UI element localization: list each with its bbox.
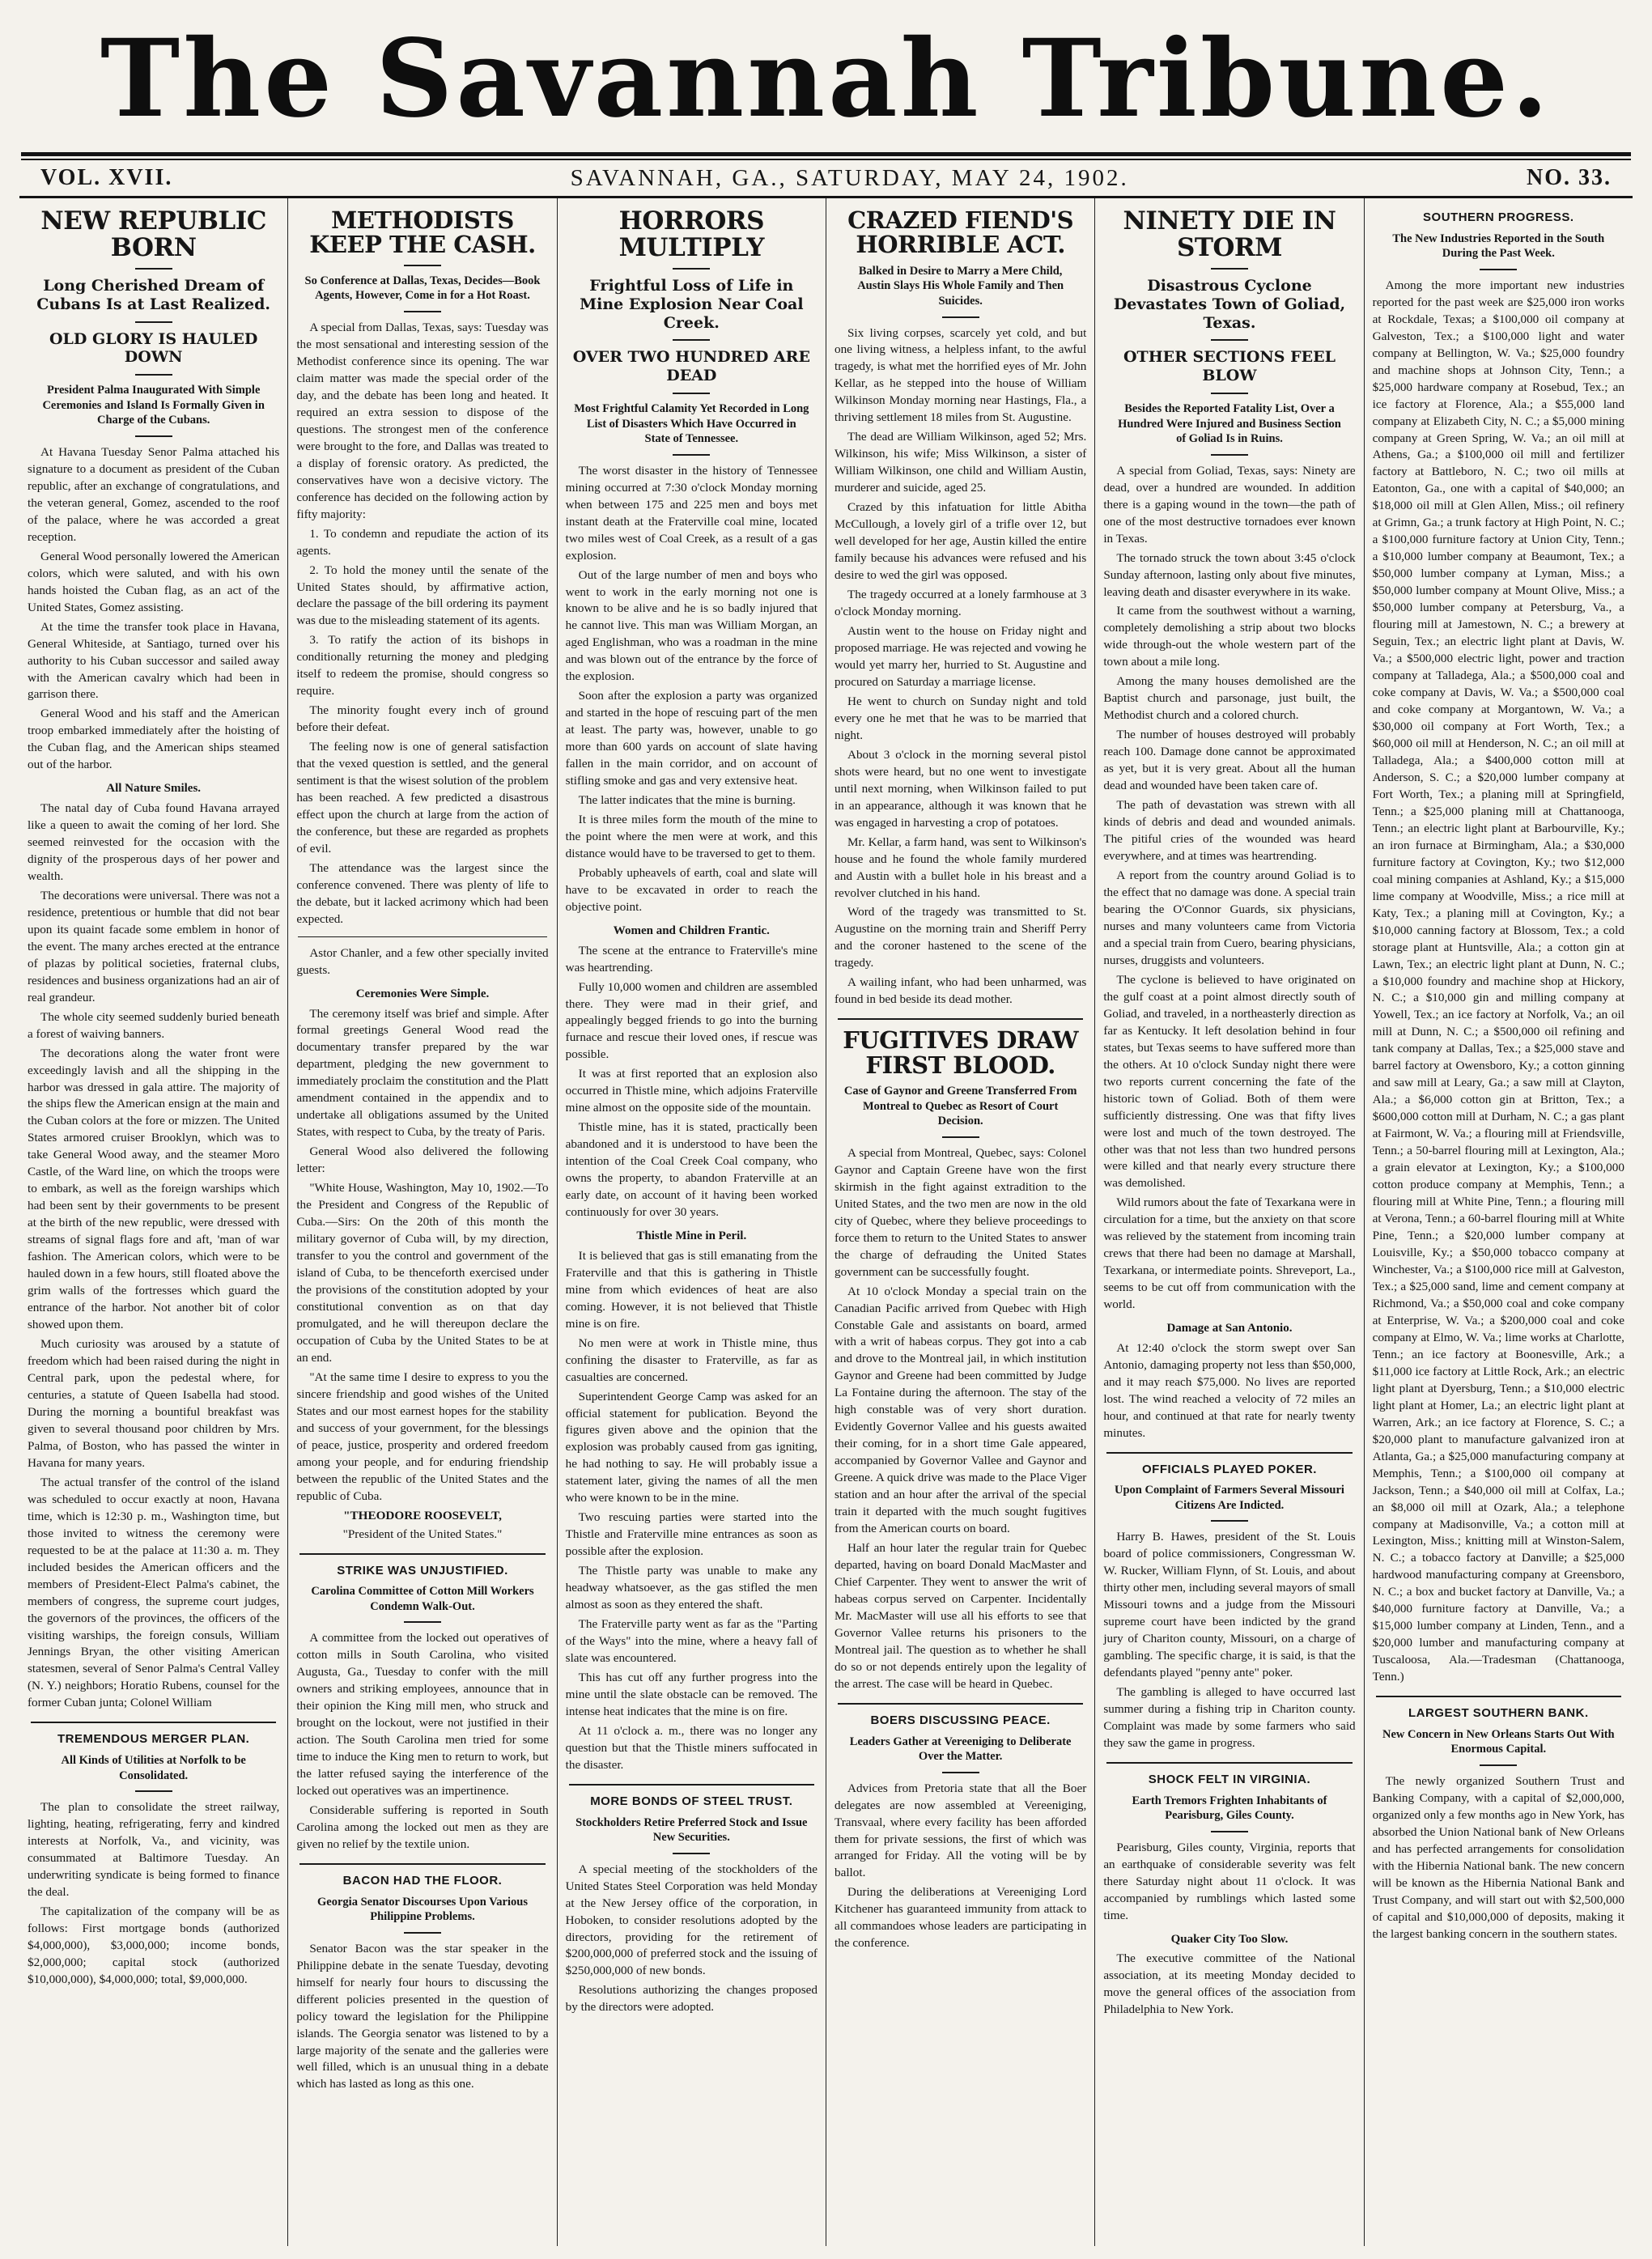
paragraph: The number of houses destroyed will probably reach 100. Damage done cannot be approximated as yet, but it is very great. About all the human dead and wounded have been taken care of. [1103,728,1356,793]
headline-fugitives: FUGITIVES DRAW FIRST BLOOD. [843,1026,1079,1079]
divider [1211,454,1248,456]
dateline [15,160,1637,196]
divider [1211,339,1248,341]
paragraph: The tornado struck the town about 3:45 o'clock Sunday afternoon, lasting only about five minutes, leaving death and disaster everywhere in its wake. [1103,550,1356,599]
headline-southern-bank: LARGEST SOUTHERN BANK. [1408,1706,1589,1721]
columns [19,196,1633,2246]
signature-title: "President of the United States." [342,1527,503,1541]
paragraph: Wild rumors about the fate of Texarkana were in circulation for a time, but the anxiety on that score was relieved by the statement from incoming train crews that there had been no damage at Marshall, Texarkana, or intermediate points. Shreveport, La., seems to be cut off from communication with the world. [1103,1195,1356,1312]
divider [298,936,546,937]
divider [1211,268,1248,270]
subdeck: Case of Gaynor and Greene Transferred From Montreal to Quebec as Resort of Court Decision. [843,1085,1077,1128]
divider [942,1772,979,1773]
article-divider [1376,1696,1621,1697]
paragraph: Harry B. Hawes, president of the St. Louis board of police commissioners, Congressman W. W. Rucker, William Flynn, of St. Louis, and about thirty other men, including several mayors of small Missouri towns and a judge from the Missouri supreme court have been indicted by the grand jury of Chariton county, Missouri, on a charge of gambling. The specific charge, it is said, is that the defendants played "penny ante" poker. [1103,1530,1356,1680]
headline-virginia: SHOCK FELT IN VIRGINIA. [1148,1773,1311,1787]
divider [404,265,441,266]
subdeck: The New Industries Reported in the South During the Past Week. [1392,231,1605,261]
paragraph: Senator Bacon was the star speaker in the Philippine debate in the senate Tuesday, devoting himself for nearly four hours to discussing the different policies presented in the question of policy toward the legislation for the Philippine islands. The Georgia senator was listened to by a large majority of the senate and the galleries were well filled, which is an unusual thing in a debate which has lasted as long as this one. [296,1941,549,2091]
paragraph: A special from Goliad, Texas, says: Ninety are dead, over a hundred are wounded. In addition there is a gaping wound in the town—the path of one of the most destructive tornadoes ever known in Texas. [1103,463,1356,546]
paragraph: He went to church on Sunday night and told every one he met that he was to be married that night. [834,694,1087,742]
place-date: SAVANNAH, GA., SATURDAY, MAY 24, 1902. [570,164,1129,191]
paragraph: Resolutions authorizing the changes proposed by the directors were adopted. [565,1983,818,2015]
paragraph: Considerable suffering is reported in South Carolina among the locked out men as they are given no relief by the textile union. [296,1803,549,1851]
paragraph: At 11 o'clock a. m., there was no longer any question but that the Thistle miners suffocated in the disaster. [565,1723,818,1772]
paragraph: A special from Montreal, Quebec, says: Colonel Gaynor and Captain Greene have won the first skirmish in the fight against extradition to the United States, and the two men are now in the old city of Quebec, where they believe proceedings to force them to return to the United States to answer the charge of defrauding the United States government can be successfully fought. [834,1145,1087,1279]
masthead-title: The Savannah Tribune. [100,16,1552,142]
paragraph: The path of devastation was strewn with all kinds of debris and dead and wounded animals. The pitiful cries of the wounded was heard everywhere, and at times was heartrending. [1103,798,1356,864]
divider [942,1136,979,1138]
paragraph: 1. To condemn and repudiate the action of its agents. [296,526,549,558]
article-divider [838,1018,1083,1020]
paragraph: The actual transfer of the control of the island was scheduled to occur exactly at noon, Havana time, which is 12:30 p. m., Washington time, but those invited to witness the ceremony were requested to be at the palace at 11:30 a. m. They included besides the American officers and the members of President-Elect Palma's cabinet, the members of congress, the supreme court judges, the governors of the provinces, the officers of the visiting warships, the foreign consuls, William Jennings Bryan, the other visiting American statesmen, several of Senor Palma's Central Valley (N. Y.) neighbors; Horatio Rubens, counsel for the former Cuban junta; Colonel William [28,1475,280,1710]
paragraph: A committee from the locked out operatives of cotton mills in South Carolina, who visited Augusta, Ga., Tuesday to confer with the mill owners and striking employees, announce that in their opinion the King mill men, who struck and brought on the lockout, were not justified in their action. The South Carolina men tried for some time to induce the King men to return to work, but the latter refused saying the interference of the locked out operatives was an impertinence. [296,1631,549,1798]
subdeck: Balked in Desire to Marry a Mere Child, Austin Slays His Whole Family and Then Suicides. [857,264,1064,308]
divider [1211,1520,1248,1522]
paragraph: Much curiosity was aroused by a statute of freedom which had been raised during the night in Central park, upon the pedestal where, for centuries, a statute of Queen Isabella had stood. During the morning a bountiful breakfast was given to several thousand poor children by Mrs. Palma, of Boston, who has passed the winter in Havana for many years. [28,1337,280,1470]
paragraph: Among the many houses demolished are the Baptist church and parsonage, just built, the Methodist church and a colored church. [1103,674,1356,723]
issue-number: NO. 33. [1527,165,1612,190]
subdeck: Earth Tremors Frighten Inhabitants of Pearisburg, Giles County. [1132,1794,1327,1823]
signature: "THEODORE ROOSEVELT, [343,1508,502,1522]
headline-boers: BOERS DISCUSSING PEACE. [870,1713,1051,1727]
subdeck: All Kinds of Utilities at Norfolk to be Consolidated. [61,1754,246,1782]
paragraph: Mr. Kellar, a farm hand, was sent to Wilkinson's house and he found the whole family murdered and Austin with a bullet hole in his breast and a revolver clutched in his hand. [834,834,1087,900]
paragraph: The gambling is alleged to have occurred last summer during a fishing trip in Chariton county. Complaint was made by some farmers who said they saw the game in progress. [1103,1685,1356,1751]
paragraph: The plan to consolidate the street railway, lighting, heating, refrigerating, ferry and kindred interests at Norfolk, Va., and vicinity, was consummated at Baltimore Tuesday. An underwriting syndicate is being formed to finance the deal. [28,1800,280,1899]
divider [1480,1764,1517,1766]
subdeck: So Conference at Dallas, Texas, Decides—Book Agents, However, Come in for a Hot Roast. [304,274,541,303]
subdeck: Carolina Committee of Cotton Mill Workers Condemn Walk-Out. [311,1585,534,1613]
column-6 [1365,198,1633,2246]
subheading: Thistle Mine in Peril. [636,1229,747,1243]
deck: OLD GLORY IS HAULED DOWN [49,329,258,367]
paragraph: General Wood also delivered the following letter: [296,1144,549,1176]
divider [673,268,710,270]
paragraph: The minority fought every inch of ground before their defeat. [296,703,549,735]
divider [673,339,710,341]
article-divider [31,1722,276,1723]
paragraph: Crazed by this infatuation for little Abitha McCullough, a lovely girl of a trifle over 12, but well developed for her age, Austin killed the entire family because his advances were refused and his desire to wed the girl was opposed. [834,500,1087,583]
paragraph: About 3 o'clock in the morning several pistol shots were heard, but no one went to investigate until next morning, when Wilkinson failed to put in an appearance, although it was known that he was engaged in harvesting a crop of potatoes. [834,747,1087,830]
headline-steel-trust: MORE BONDS OF STEEL TRUST. [590,1794,793,1808]
subdeck: Stockholders Retire Preferred Stock and Issue New Securities. [575,1815,808,1845]
article-divider [299,1553,545,1555]
subdeck: Most Frightful Calamity Yet Recorded in Long List of Disasters Which Have Occurred in State of Tennessee. [574,402,809,446]
paragraph: Astor Chanler, and a few other specially invited guests. [296,945,549,977]
headline-horrors: HORRORS MULTIPLY [618,206,765,262]
subheading: Ceremonies Were Simple. [355,987,490,1000]
subheading: Women and Children Frantic. [613,924,770,937]
divider [135,321,172,323]
deck: Frightful Loss of Life in Mine Explosion Near Coal Creek. [580,277,804,332]
paragraph: The dead are William Wilkinson, aged 52; Mrs. Wilkinson, his wife; Miss Wilkinson, a sister of William Wilkinson, one child and William Austin, murderer and suicide, aged 25. [834,430,1087,495]
headline-bacon: BACON HAD THE FLOOR. [342,1873,503,1887]
volume-number: VOL. XVII. [40,165,173,190]
paragraph: The Thistle party was unable to make any headway whatsoever, as the gas stifled the men almost as soon as they entered the shaft. [565,1564,818,1612]
divider [135,435,172,437]
paragraph: Thistle mine, has it is stated, practically been abandoned and it is understood to have been the intention of the Coal Creek Coal company, who owns the property, to abandon Fraterville at an early date, on account of it having been worked continuously for over 30 years. [565,1120,818,1220]
paragraph: The latter indicates that the mine is burning. [578,793,796,808]
article-divider [299,1863,545,1865]
paragraph: During the deliberations at Vereeniging Lord Kitchener has guaranteed immunity from attack to all commandoes whose leaders are participating in the conference. [834,1885,1087,1951]
paragraph: It is believed that gas is still emanating from the Fraterville and that this is gathering in Thistle mine from which evidences of heat are also coming. However, it is not believed that Thistle mine is on fire. [565,1248,818,1331]
masthead [15,0,1637,152]
paragraph: General Wood personally lowered the American colors, which were saluted, and with his own hands hoisted the Cuban flag, as an act of the United States, Gomez assisting. [28,549,280,614]
article-divider [569,1784,814,1786]
paragraph: Word of the tragedy was transmitted to St. Augustine on the morning train and Sheriff Perry and the coroner hastened to the scene of the tragedy. [834,905,1087,970]
paragraph: The newly organized Southern Trust and Banking Company, with a capital of $2,000,000, organized only a few months ago in New York, has absorbed the Union National bank of New Orleans and has perfected arrangements for consolidation with the Hibernia National bank. The new concern will be known as the Hibernia National Bank and Trust Company, and will start out with $2,500,000 of capital and $10,000,000 of deposits, making it the largest banking concern in the southern states. [1372,1773,1624,1941]
divider [135,374,172,376]
deck: OVER TWO HUNDRED ARE DEAD [572,348,810,385]
divider [135,268,172,270]
paragraph: The worst disaster in the history of Tennessee mining occurred at 7:30 o'clock Monday morning when between 175 and 225 men and boys met instant death at the Fraterville coal mine, located two miles west of Coal Creek, as a result of a gas explosion. [565,463,818,563]
column-4 [826,198,1095,2246]
paragraph: Soon after the explosion a party was organized and started in the hope of rescuing part of the men at least. The party was, however, unable to go more than 600 yards on account of slate having fallen in the main corridor, and on account of stifling smoke and gas and very extensive heat. [565,689,818,788]
divider [404,311,441,312]
headline-crazed-fiend: CRAZED FIEND'S HORRIBLE ACT. [847,206,1074,259]
masthead-rule [21,152,1631,156]
subdeck: New Concern in New Orleans Starts Out With Enormous Capital. [1382,1727,1615,1756]
paragraph: The scene at the entrance to Fraterville's mine was heartrending. [565,943,818,975]
paragraph: "White House, Washington, May 10, 1902.—To the President and Congress of the Republic of Cuba.—Sirs: On the 20th of this month the military governor of Cuba will, by my direction, transfer to you the control and government of the island of Cuba, to be thenceforth exercised under the provisions of the constitution adopted by your constitutional convention as on that day promulgated, and he will thereupon declare the occupation of Cuba by the United States to be at an end. [296,1181,549,1365]
paragraph: At 10 o'clock Monday a special train on the Canadian Pacific arrived from Quebec with High Constable Gale and assistants on board, armed with a writ of habeas corpus. They got into a cab and drove to the Montreal jail, in which institution Gaynor and Greene had been committed by Judge La Fontaine during the afternoon. The stay of the high constable was of very short duration. Evidently Governor Vallee and his guests awaited their coming, for in a short time Gale appeared, accompanied by Governor Vallee and Gaynor and Greene. A quick drive was made to the Place Viger station and an hour after the arrival of the special train it departed with the much sought fugitives from the American courts on board. [834,1284,1087,1536]
paragraph: The capitalization of the company will be as follows: First mortgage bonds (authorized $4,000,000), $3,000,000; income bonds, $2,000,000; capital stock (authorized $10,000,000), $4,000,000; total, $9,000,000. [28,1904,280,1986]
headline-methodists: METHODISTS KEEP THE CASH. [309,206,536,259]
subheading: Quaker City Too Slow. [1170,1932,1289,1946]
headline-poker: OFFICIALS PLAYED POKER. [1141,1462,1317,1476]
subdeck: Leaders Gather at Vereeniging to Deliberate Over the Matter. [849,1735,1072,1764]
divider [1211,1831,1248,1832]
paragraph: 3. To ratify the action of its bishops in conditionally returning the money and pledging itself to redeem the promise, should congress so require. [296,633,549,699]
paragraph: The decorations along the water front were exceedingly lavish and all the shipping in the harbor was dressed in gala attire. The majority of the ships flew the American ensign at the main and the Cuban colors at the fore or mizzen. The United States armored cruiser Brooklyn, which was to take General Wood away, and the steamer Moro Castle, of the Ward line, on which the troops were to embark, as well as the foreign warships which had been sent by their governments to be present at the birth of the new republic, were dressed with streams of signal flags fore and aft, 'man of war fashion. The American colors, which were to be hauled down in a few hours, still floated above the grim walls of the fortresses which guard the entrance of the harbor. Not another bit of color showed upon them. [28,1046,280,1332]
paragraph: The cyclone is believed to have originated on the gulf coast at a point almost directly south of Goliad, and traveled, in a northeasterly direction as far as Kentucky. It left desolation behind in four states, but Texas seems to have suffered more than the others. At 10 o'clock Sunday night there were two reports current concerning the fate of the historic town of Goliad. Both of them were sufficiently distressing. One was that fifty lives were lost and much of the town destroyed. The other was that not less than two hundred persons were killed and that nearly every structure there was demolished. [1103,972,1356,1191]
subdeck: Georgia Senator Discourses Upon Various Philippine Problems. [317,1895,528,1924]
paragraph: The executive committee of the National association, at its meeting Monday decided to move the general offices of the association from Philadelphia to New York. [1103,1951,1356,2017]
paragraph: The ceremony itself was brief and simple. After formal greetings General Wood read the documentary transfer prepared by the war department, pledging the new government to immediately proclaim the constitution and the Platt amendment contained in the appendix and to undertake all obligations assumed by the United States, with respect to Cuba, by the treaty of Paris. [296,1006,549,1140]
column-3 [558,198,826,2246]
paragraph: It came from the southwest without a warning, completely demolishing a strip about two blocks wide through-out the whole western part of the town about a mile long. [1103,604,1356,669]
headline-ninety-die: NINETY DIE IN STORM [1123,206,1336,262]
paragraph: No men were at work in Thistle mine, thus confining the disaster to Fraterville, as far as casualties are concerned. [565,1335,818,1384]
divider [942,316,979,318]
paragraph: A wailing infant, who had been unharmed, was found in bed beside its dead mother. [834,975,1087,1007]
paragraph: A report from the country around Goliad is to the effect that no damage was done. A special train bearing the O'Connor Guards, six physicians, nurses and many volunteers came from Victoria and a special train from Cuero, bearing physicians, nurses, druggists and volunteers. [1103,868,1356,967]
divider [1211,393,1248,394]
divider [673,393,710,394]
paragraph: At Havana Tuesday Senor Palma attached his signature to a document as president of the Cuban republic, after an exchange of congratulations, and the veteran general, Gomez, ascended to the roof of the palace, where he was accorded a great reception. [28,444,280,544]
subdeck: Upon Complaint of Farmers Several Missouri Citizens Are Indicted. [1115,1484,1344,1512]
article-divider [838,1703,1083,1705]
headline-southern-progress: SOUTHERN PROGRESS. [1423,210,1574,224]
article-divider [1106,1452,1352,1454]
deck: OTHER SECTIONS FEEL BLOW [1123,348,1336,385]
headline-merger-plan: TREMENDOUS MERGER PLAN. [57,1732,250,1747]
paragraph: The Fraterville party went as far as the "Parting of the Ways" into the mine, where a heavy fall of slate was encountered. [565,1617,818,1666]
paragraph: Out of the large number of men and boys who went to work in the early morning not one is known to be alive and he is so badly injured that he cannot live. This man was William Morgan, an aged Englishman, who was a roadman in the mine and was blown out of the entrance by the force of the explosion. [565,567,818,684]
paragraph: Fully 10,000 women and children are assembled there. They were mad in their grief, and appealingly begged friends to go into the burning furnace and rescue their loved ones, if rescue was possible. [565,979,818,1062]
paragraph: It was at first reported that an explosion also occurred in Thistle mine, which adjoins Fraterville mine almost on the opposite side of the mountain. [565,1067,818,1115]
paragraph: Six living corpses, scarcely yet cold, and but one living witness, a helpless infant, to the awful tragedy, is what met the horrified eyes of Mr. John Kellar, as he stepped into the house of William Wilkinson Monday morning near Hastings, Fla., a thriving settlement 18 miles from St. Augustine. [834,325,1087,425]
paragraph: Probably upheavels of earth, coal and slate will have to be excavated in order to reach the objective point. [565,866,818,914]
paragraph: A special meeting of the stockholders of the United States Steel Corporation was held Monday at the New Jersey office of the corporation, in Hoboken, to consider resolutions adopted by the directors, providing for the retirement of $200,000,000 of preferred stock and the issuing of $250,000,000 of new bonds. [565,1862,818,1978]
paragraph: The whole city seemed suddenly buried beneath a forest of waiving banners. [28,1009,280,1041]
divider [673,1853,710,1854]
paragraph: General Wood and his staff and the American troop embarked immediately after the hoisting of the Cuban flag, and the American ships steamed out of the harbor. [28,707,280,772]
paragraph: Among the more important new industries reported for the past week are $25,000 iron works at Rockdale, Texas; a $100,000 oil company at Galveston, Tex.; a $100,000 light and water company at Bellington, W. Va.; $25,000 foundry and machine shops at Johnson City, Tenn.; a $25,000 hardware company at Rosebud, Tex.; an ice factory at Florence, Ala.; a $55,000 land company at Elizabeth City, N. C.; a $5,000 mining company at Green Spring, W. Va.; an oil mill at Athens, Ga.; a $100,000 oil mill and fertilizer factory at Battleboro, N. C.; two oil mills at Eatonton, Ga., one with a capital of $40,000; an $18,000 oil mill at Glen Allen, Miss.; oil refinery at Grimn, Ga.; a trunk factory at High Point, N. C.; a $100,000 furniture factory at Union City, Tenn.; a $10,000 lumber company at Beaumont, Tex.; a $50,000 lumber company at Lyman, Miss.; a $50,000 lumber company at Mount Olive, Miss.; a $50,000 lumber company at Petersburg, Va., a flouring mill at Jamestown, N. C.; a brewery at Seguin, Tex.; an electric light plant at Davis, W. Va.; a $500,000 electric light, power and traction company at Talladega, Ala.; a $500,000 coal and coke company at Davis, W. Va.; a $500,000 coal and coke company at Morgantown, W. Va.; a $30,000 oil company at Fort Worth, Tex.; a $60,000 oil mill at Henderson, N. C.; an oil mill at Talladega, Ala.; a $400,000 cotton mill at Anderson, S. C.; a $20,000 lumber company at Fort Worth, Tex.; a planing mill at Springfield, Tenn.; a $25,000 planing mill at Chattanooga, Tenn.; an electric light plant at Barbourville, Ky.; an iron furnace at Birmingham, Ala.; a $30,000 furniture factory at Covington, Ky.; two $12,000 coal mining companies at Ashland, Ky.; a $15,000 lime company at Woodville, Miss.; a rice mill at Katy, Tex.; a planing mill at Covington, Ky.; a $10,000 canning factory at Blossom, Tex.; a cold storage plant at Huntsville, Ala.; a cotton gin at Lawn, Tex.; an electric light plant at Dunn, N. C.; a $10,000 foundry and machine shop at Hickory, N. C.; a $10,000 gin and milling company at Yowell, Tex.; an ice factory at Norfolk, Va.; an oil mill at Dunn, N. C.; a $500,000 oil refining and tank company at Dallas, Tex.; a $25,000 stave and barrel factory at Owensboro, Ky.; a cotton ginning and saw mill at Leary, Ga.; a saw mill at Clayton, Ala.; a $6,000 cotton gin at Britton, Tex.; a $600,000 cotton mill at Durham, N. C.; a gas plant at Fairmont, W. Va.; a flouring mill at Friendsville, Tenn.; a 50-barrel flouring mill at Lexington, Ala.; a grain elevator at Lexington, Ky.; a $100,000 cotton produce company at Memphis, Tenn.; a flouring mill at White Pine, Tenn.; a flouring mill at Verona, Tenn.; a 60-barrel flouring mill at White Pine, Tenn.; a $20,000 lumber company at Louisville, Ky.; a $50,000 tobacco company at Winchester, Va.; a $100,000 rice mill at Galveston, Tex.; a $25,000 sand, lime and cement company at Richmond, Va.; a $50,000 coal and coke company at Enterprise, W. Va.; a $200,000 coal and coke company at Elmo, W. Va.; lime works at Charlotte, Tenn.; an ice factory at Boonesville, Ark.; a $11,000 ice factory at Little Rock, Ark.; an electric light plant at Dyersburg, Tenn.; a $10,000 electric light plant at Homer, La.; an electric light plant at Warren, Ark.; an ice factory at Florence, S. C.; a $20,000 plant to manufacture galvanized iron at Atlanta, Ga.; a $25,000 manufacturing company at Memphis, Tenn.; a $100,000 oil company at Jackson, Tenn.; a $40,000 oil mill at Colfax, La.; an $8,000 oil mill at Ozark, Ala.; a telephone company at Madisonville, Va.; a cotton mill at Lexington, Miss.; knitting mill at Winston-Salem, N. C.; a tobacco factory at Danville; a $25,000 hardwood manufacturing company at Greensboro, N. C.; a box and bucket factory at Danville, Va.; a $40,000 furniture factory at Danville, Va.; a $15,000 lumber company at Linden, Tenn., and a $20,000 lumber and manufacturing company at Tuscaloosa, Ala.—Tradesman (Chattanooga, Tenn.) [1372,278,1624,1684]
divider [1480,269,1517,270]
article-divider [1106,1762,1352,1764]
divider [673,454,710,456]
paragraph: Pearisburg, Giles county, Virginia, reports that an earthquake of considerable severity was felt there Saturday night about 11 o'clock. It was accompanied by rumblings which lasted some time. [1103,1840,1356,1922]
headline-new-republic: NEW REPUBLIC BORN [40,206,266,262]
paragraph: Two rescuing parties were started into the Thistle and Fraterville mine entrances as soon as possible after the explosion. [565,1510,818,1559]
column-1 [19,198,288,2246]
deck: Disastrous Cyclone Devastates Town of Goliad, Texas. [1113,277,1346,332]
paragraph: The natal day of Cuba found Havana arrayed like a queen to await the coming of her lord. She seemed reinvested for the occasion with the dignity of the prosperous days of her power and wealth. [28,801,280,883]
paragraph: It is three miles form the mouth of the mine to the point where the men were at work, and this distance would have to be traversed to get to them. [565,813,818,861]
paragraph: The tragedy occurred at a lonely farmhouse at 3 o'clock Monday morning. [834,588,1087,619]
paragraph: Half an hour later the regular train for Quebec departed, having on board Donald MacMaster and Chief Carpenter. They went to answer the writ of habeas corpus served on Carpenter. Incidentally Mr. MacMaster will use all his efforts to see that Governor Vallee returns his prisoners to the Montreal jail. The question as to whether he shall do so or not depends entirely upon the legality of the arrest. The case will be heard in Quebec. [834,1541,1087,1691]
paragraph: A special from Dallas, Texas, says: Tuesday was the most sensational and interesting session of the Methodist conference since its opening. The war claim matter was made the special order of the day, and the debate has been long and heated. It required an extra session to dispose of the questions. The strongest men of the conference were brought to the fore, and Dallas was treated to a display of forensic oratory. As predicted, the conservatives have won a decisive victory. The conference has decided on the following action by fifty majority: [296,320,549,521]
subheading: All Nature Smiles. [106,782,202,796]
paragraph: At 12:40 o'clock the storm swept over San Antonio, damaging property not less than $50,000, and it may reach $75,000. No lives are reported lost. The wind reached a velocity of 72 miles an hour, and continued at that rate for nearly twenty minutes. [1103,1340,1356,1440]
subdeck: Besides the Reported Fatality List, Over a Hundred Were Injured and Business Section of Goliad Is in Ruins. [1118,402,1341,446]
subdeck: President Palma Inaugurated With Simple Ceremonies and Island Is Formally Given in Charge of the Cubans. [42,384,265,427]
divider [404,1932,441,1934]
divider [135,1790,172,1792]
paragraph: Austin went to the house on Friday night and proposed marriage. He was rejected and vowing he would yet marry her, hurried to St. Augustine and procured on Saturday a marriage license. [834,623,1087,689]
divider [404,1621,441,1623]
paragraph: The feeling now is one of general satisfaction that the vexed question is settled, and the general sentiment is that the wisest solution of the problem has been reached. A few predicted a disastrous effect upon the church at large from the action of the conference, but these are regarded as prophets of evil. [296,740,549,856]
column-2 [288,198,557,2246]
subheading: Damage at San Antonio. [1166,1322,1293,1335]
paragraph: Superintendent George Camp was asked for an official statement for publication. Beyond the figures given above and the opinion that the explosion was probably caused from gas igniting, he had nothing to say. He will probably issue a statement later, giving the names of all the men who were known to be in the mine. [565,1389,818,1505]
column-5 [1095,198,1364,2246]
paragraph: The attendance was the largest since the conference convened. There was plenty of life to the debate, but it lacked acrimony which had been expected. [296,861,549,926]
headline-strike: STRIKE WAS UNJUSTIFIED. [337,1563,508,1577]
deck: Long Cherished Dream of Cubans Is at Last Realized. [36,277,271,313]
paragraph: The decorations were universal. There was not a residence, pretentious or humble that did not bear upon its quaint facade some emblem in honor of the event. The many arches erected at the entrance of plazas by political societies, fraternal clubs, residences and business organizations had an air of real grandeur. [28,888,280,1004]
paragraph: This has cut off any further progress into the mine until the slate obstacle can be removed. The intense heat indicates that the mine is on fire. [565,1671,818,1718]
paragraph: At the time the transfer took place in Havana, General Whiteside, at Santiago, turned over his authority to his Cuban successor and sailed away with the American cavalry which had been in garrison there. [28,619,280,702]
paragraph: "At the same time I desire to express to you the sincere friendship and good wishes of the United States and our most earnest hopes for the stability and success of your government, for the blessings of peace, justice, prosperity and ordered freedom among your people, and for enduring friendship between the republic of the United States and the republic of Cuba. [296,1369,549,1503]
paragraph: 2. To hold the money until the senate of the United States should, by affirmative action, declare the passage of the bill ordering its payment was due to the misleading statement of its agents. [296,563,549,628]
paragraph: Advices from Pretoria state that all the Boer delegates are now assembled at Vereeniging, Transvaal, where every facility has been afforded them for private sessions, the first of which was arranged for Friday. All the voting will be by ballot. [834,1781,1087,1880]
